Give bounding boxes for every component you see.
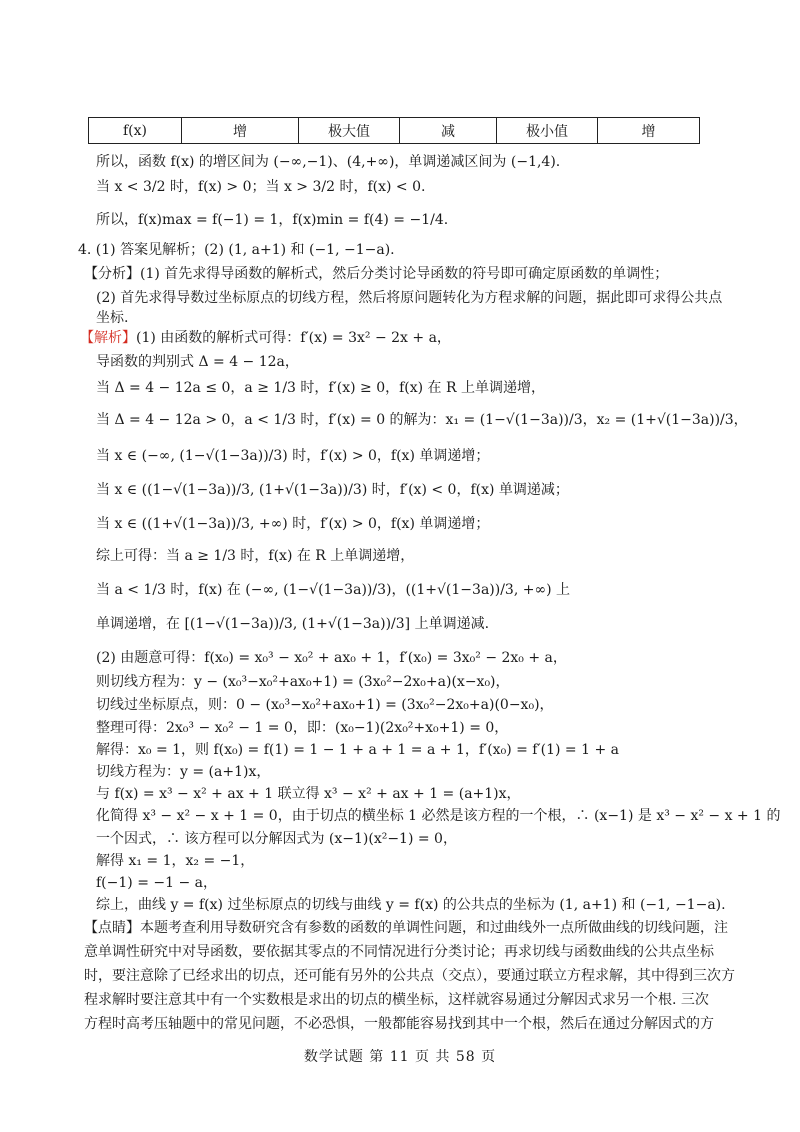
text-line: (2) 由题意可得：f(x₀) = x₀³ − x₀² + ax₀ + 1，f′(x₀) = 3x₀² − 2x₀ + a， (96, 650, 567, 666)
table-cell-increasing-2: 增 (598, 118, 700, 144)
text-line: 化简得 x³ − x² − x + 1 = 0，由于切点的横坐标 1 必然是该方程的一个根，∴ (x−1) 是 x³ − x² − x + 1 的 (96, 808, 781, 824)
text-line: 切线方程为：y = (a+1)x， (96, 764, 271, 780)
table-cell-increasing-1: 增 (182, 118, 299, 144)
text-line: 当 a < 1/3 时，f(x) 在 (−∞, (1−√(1−3a))/3)，((1+√(1−3a))/3, +∞) 上 (96, 582, 571, 598)
analysis-line (84, 264, 668, 284)
analysis-text: (1) 首先求得导函数的解析式，然后分类讨论导函数的符号即可确定原函数的单调性； (140, 266, 669, 282)
text-line: 当 Δ = 4 − 12a ≤ 0，a ≥ 1/3 时，f′(x) ≥ 0，f(x) 在 R 上单调递增， (96, 380, 545, 396)
text-line: 整理可得：2x₀³ − x₀² − 1 = 0，即：(x₀−1)(2x₀²+x₀+1) = 0， (96, 720, 509, 736)
table-cell-fx: f(x) (89, 118, 182, 144)
text-line: 与 f(x) = x³ − x² + ax + 1 联立得 x³ − x² + ax + 1 = (a+1)x， (96, 786, 521, 802)
text-line: 所以，f(x)max = f(−1) = 1，f(x)min = f(4) = −1/4. (96, 212, 449, 228)
text-line: 当 x ∈ ((1+√(1−3a))/3, +∞) 时，f′(x) > 0，f(x) 单调递增； (96, 516, 490, 532)
solution-text: (1) 由函数的解析式可得：f′(x) = 3x² − 2x + a， (136, 330, 451, 346)
page-footer: 数学试题 第 11 页 共 58 页 (303, 1049, 497, 1065)
text-line: 当 Δ = 4 − 12a > 0，a < 1/3 时，f′(x) = 0 的解为：x₁ = (1−√(1−3a))/3，x₂ = (1+√(1−3a))/3， (96, 412, 748, 428)
text-line: 切线过坐标原点，则：0 − (x₀³−x₀²+ax₀+1) = (3x₀²−2x₀+a)(0−x₀)， (96, 697, 554, 713)
answer-line: 4. (1) 答案见解析；(2) (1, a+1) 和 (−1, −1−a). (78, 242, 395, 258)
remark-line: 【点睛】本题考查利用导数研究含有参数的函数的单调性问题，和过曲线外一点所做曲线的切线问题，注 (84, 920, 728, 936)
monotonicity-table (88, 117, 700, 144)
text-line: 当 x ∈ ((1−√(1−3a))/3, (1+√(1−3a))/3) 时，f′(x) < 0，f(x) 单调递减； (96, 482, 569, 498)
text-line: 所以，函数 f(x) 的增区间为 (−∞,−1)、(4,+∞)，单调递减区间为 (−1,4). (96, 154, 561, 170)
text-line: 一个因式，∴ 该方程可以分解因式为 (x−1)(x²−1) = 0， (96, 831, 457, 847)
text-line: 坐标. (96, 310, 129, 326)
text-line: 解得：x₀ = 1，则 f(x₀) = f(1) = 1 − 1 + a + 1 = a + 1，f′(x₀) = f′(1) = 1 + a (96, 742, 619, 758)
analysis-tag: 【分析】 (84, 266, 140, 282)
text-line: 综上，曲线 y = f(x) 过坐标原点的切线与曲线 y = f(x) 的公共点的坐标为 (1, a+1) 和 (−1, −1−a). (96, 897, 726, 913)
text-line: 综上可得：当 a ≥ 1/3 时，f(x) 在 R 上单调递增， (96, 548, 415, 564)
table-cell-local-max: 极大值 (299, 118, 400, 144)
text-line: 导函数的判别式 Δ = 4 − 12a， (96, 354, 299, 370)
text-line: (2) 首先求得导数过坐标原点的切线方程，然后将原问题转化为方程求解的问题，据此即可求得公共点 (96, 290, 723, 306)
table-cell-decreasing: 减 (400, 118, 497, 144)
text-line: 单调递增，在 [(1−√(1−3a))/3, (1+√(1−3a))/3] 上单调递减. (96, 616, 490, 632)
remark-line: 时，要注意除了已经求出的切点，还可能有另外的公共点（交点），要通过联立方程求解，其中得到三次方 (84, 968, 735, 984)
remark-line: 方程时高考压轴题中的常见问题，不必恐惧，一般都能容易找到其中一个根，然后在通过分解因式的方 (84, 1016, 714, 1032)
text-line: 当 x ∈ (−∞, (1−√(1−3a))/3) 时，f′(x) > 0，f(x) 单调递增； (96, 448, 490, 464)
text-line: 当 x < 3/2 时，f(x) > 0；当 x > 3/2 时，f(x) < 0. (96, 179, 426, 195)
solution-line (80, 328, 451, 348)
text-line: 解得 x₁ = 1，x₂ = −1， (96, 853, 255, 869)
remark-line: 程求解时要注意其中有一个实数根是求出的切点的横坐标，这样就容易通过分解因式求另一个根. 三次 (84, 992, 709, 1008)
table-cell-local-min: 极小值 (497, 118, 598, 144)
remark-line: 意单调性研究中对导函数，要依据其零点的不同情况进行分类讨论；再求切线与函数曲线的公共点坐标 (84, 944, 714, 960)
solution-tag: 【解析】 (80, 330, 136, 346)
text-line: f(−1) = −1 − a， (96, 875, 217, 891)
table-row (89, 118, 700, 144)
text-line: 则切线方程为：y − (x₀³−x₀²+ax₀+1) = (3x₀²−2x₀+a)(x−x₀)， (96, 674, 510, 690)
